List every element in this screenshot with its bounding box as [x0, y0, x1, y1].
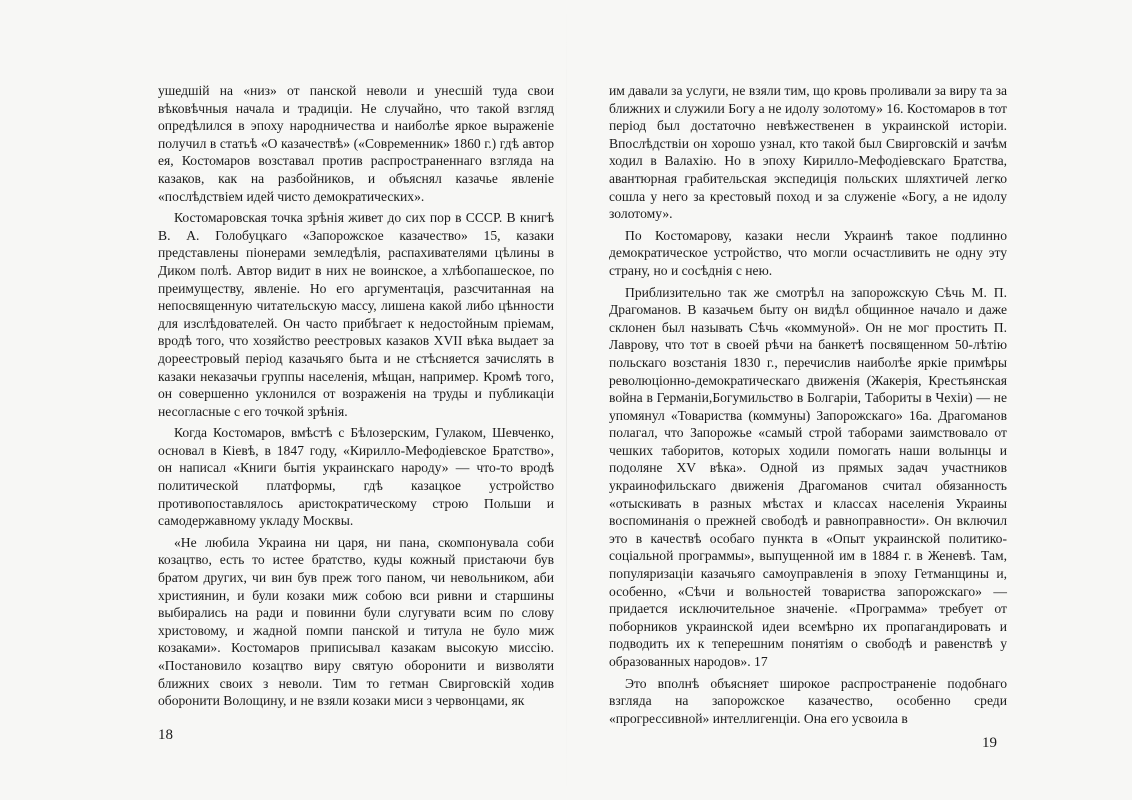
- paragraph: «Не любила Украина ни царя, ни пана, скомпонувала соби козацтво, есть то истее братство, куды кожный пристаючи був братом других, чи вин був преж того паном, чи невольником, аби християнин, и були козаки миж собою вси ривни и старшины выбирались на ради и повинни були слугувати всим по слову христовому, и жадной помпи панской и титула не було миж козаками». Костомаров приписывал казакам высокую миссію. «Постановило козацтво виру святую оборонити и визволяти ближних своих з неволи. Тим то гетман Свирговскій ходив оборонити Волощину, и не взяли козаки миси з червонцами, як: [158, 534, 554, 709]
- paragraph: Это вполнѣ объясняет широкое распространеніе подобнаго взгляда на запорожское казачество, особенно среди «прогрессивной» интеллигенціи. Она его усвоила в: [609, 675, 1007, 726]
- page-number-right: 19: [982, 735, 997, 751]
- paragraph: По Костомарову, казаки несли Украинѣ такое подлинно демократическое устройство, что могли осчастливить не одну эту страну, но и сосѣднія с нею.: [609, 227, 1007, 278]
- left-page: [158, 82, 554, 710]
- paragraph: ушедшій на «низ» от панской неволи и унесшій туда свои вѣковѣчныя начала и традиціи. Не случайно, что такой взгляд опредѣлился в эпоху народничества и наиболѣе яркое выраженіе получил в статьѣ «О казачествѣ» («Современник» 1860 г.) гдѣ автор ея, Костомаров возставал против распространеннаго взгляда на казаков, как на разбойников, и объяснял казачье явленіе «послѣдствіем идей чисто демократических».: [158, 83, 554, 204]
- right-page: [609, 82, 1007, 727]
- paragraph: им давали за услуги, не взяли тим, що кровь проливали за виру та за ближних и служили Богу а не идолу золотому» 16. Костомаров в тот період был достаточно невѣжественен в украинской исторіи. Впослѣдствіи он хорошо узнал, кто такой был Свирговскій и зачѣм ходил в Валахію. Но в эпоху Кирилло-Мефодіевскаго Братства, авантюрная грабительская экспедиція польских шляхтичей легко сошла у него за крестовый поход и за служеніе «Богу, а не идолу золотому».: [609, 83, 1007, 222]
- paragraph: Когда Костомаров, вмѣстѣ с Бѣлозерским, Гулаком, Шевченко, основал в Кіевѣ, в 1847 году, «Кирилло-Мефодіевское Братство», он написал «Книги бытія украинскаго народу» — что-то вродѣ политической платформы, гдѣ казацкое устройство противопоставлялось аристократическому строю Польши и самодержавному укладу Москвы.: [158, 425, 554, 529]
- page-number-left: 18: [158, 727, 173, 743]
- book-gutter: [566, 0, 567, 800]
- paragraph: Костомаровская точка зрѣнія живет до сих пор в СССР. В книгѣ В. А. Голобуцкаго «Запорожское казачество» 15, казаки представлены піонерами земледѣлія, распахивателями цѣлины в Диком полѣ. Автор видит в них не воинское, а хлѣбопашеское, по преимуществу, явленіе. Но его аргументація, разсчитанная на непосвященную читательскую массу, лишена какой либо цѣнности для изслѣдователей. Он часто прибѣгает к недостойным пріемам, вродѣ того, что хозяйство реестровых казаков XVII вѣка выдает за дореестровый період казачьяго быта и не стѣсняется зачислять в казаки неказачьи группы населенія, мѣщан, например. Кромѣ того, он совершенно уклонился от возраженія на труды и публикаціи несогласные с его точкой зрѣнія.: [158, 210, 554, 419]
- paragraph: Приблизительно так же смотрѣл на запорожскую Сѣчь М. П. Драгоманов. В казачьем быту он видѣл общинное начало и даже склонен был называть Сѣчь «коммуной». Он не мог простить П. Лаврову, что тот в своей рѣчи на банкетѣ посвященном 50-лѣтію польскаго возстанія 1830 г., перечислив наиболѣе яркіе примѣры революціонно-демократическаго движенія (Жакерія, Крестьянская война в Германіи,Богумильство в Болгаріи, Табориты в Чехіи) — не упомянул «Товариства (коммуны) Запорожскаго» 16а. Драгоманов полагал, что Запорожье «самый строй таборами заимствовало от чешких таборитов, которых ходили помогать наши волынцы и подоляне XV вѣка». Одной из прямых задач участников украинофильскаго движенія Драгоманов считал обязанность «отыскивать в разных мѣстах и классах населенія Украины воспоминанія о прежней свободѣ и равноправности». Он включил это в качествѣ особаго пункта в «Опыт украинской политико-соціальной программы», выпущенной им в 1884 г. в Женевѣ. Там, популяризаціи казачьяго самоуправленія в эпоху Гетманщины и, особенно, «Сѣчи и вольностей товариства запорожскаго» — придается исключительное значеніе. «Программа» требует от поборников украинской идеи всемѣрно их пропагандировать и подводить их к теперешним понятіям о свободѣ и равенствѣ у образованных народов». 17: [609, 284, 1007, 669]
